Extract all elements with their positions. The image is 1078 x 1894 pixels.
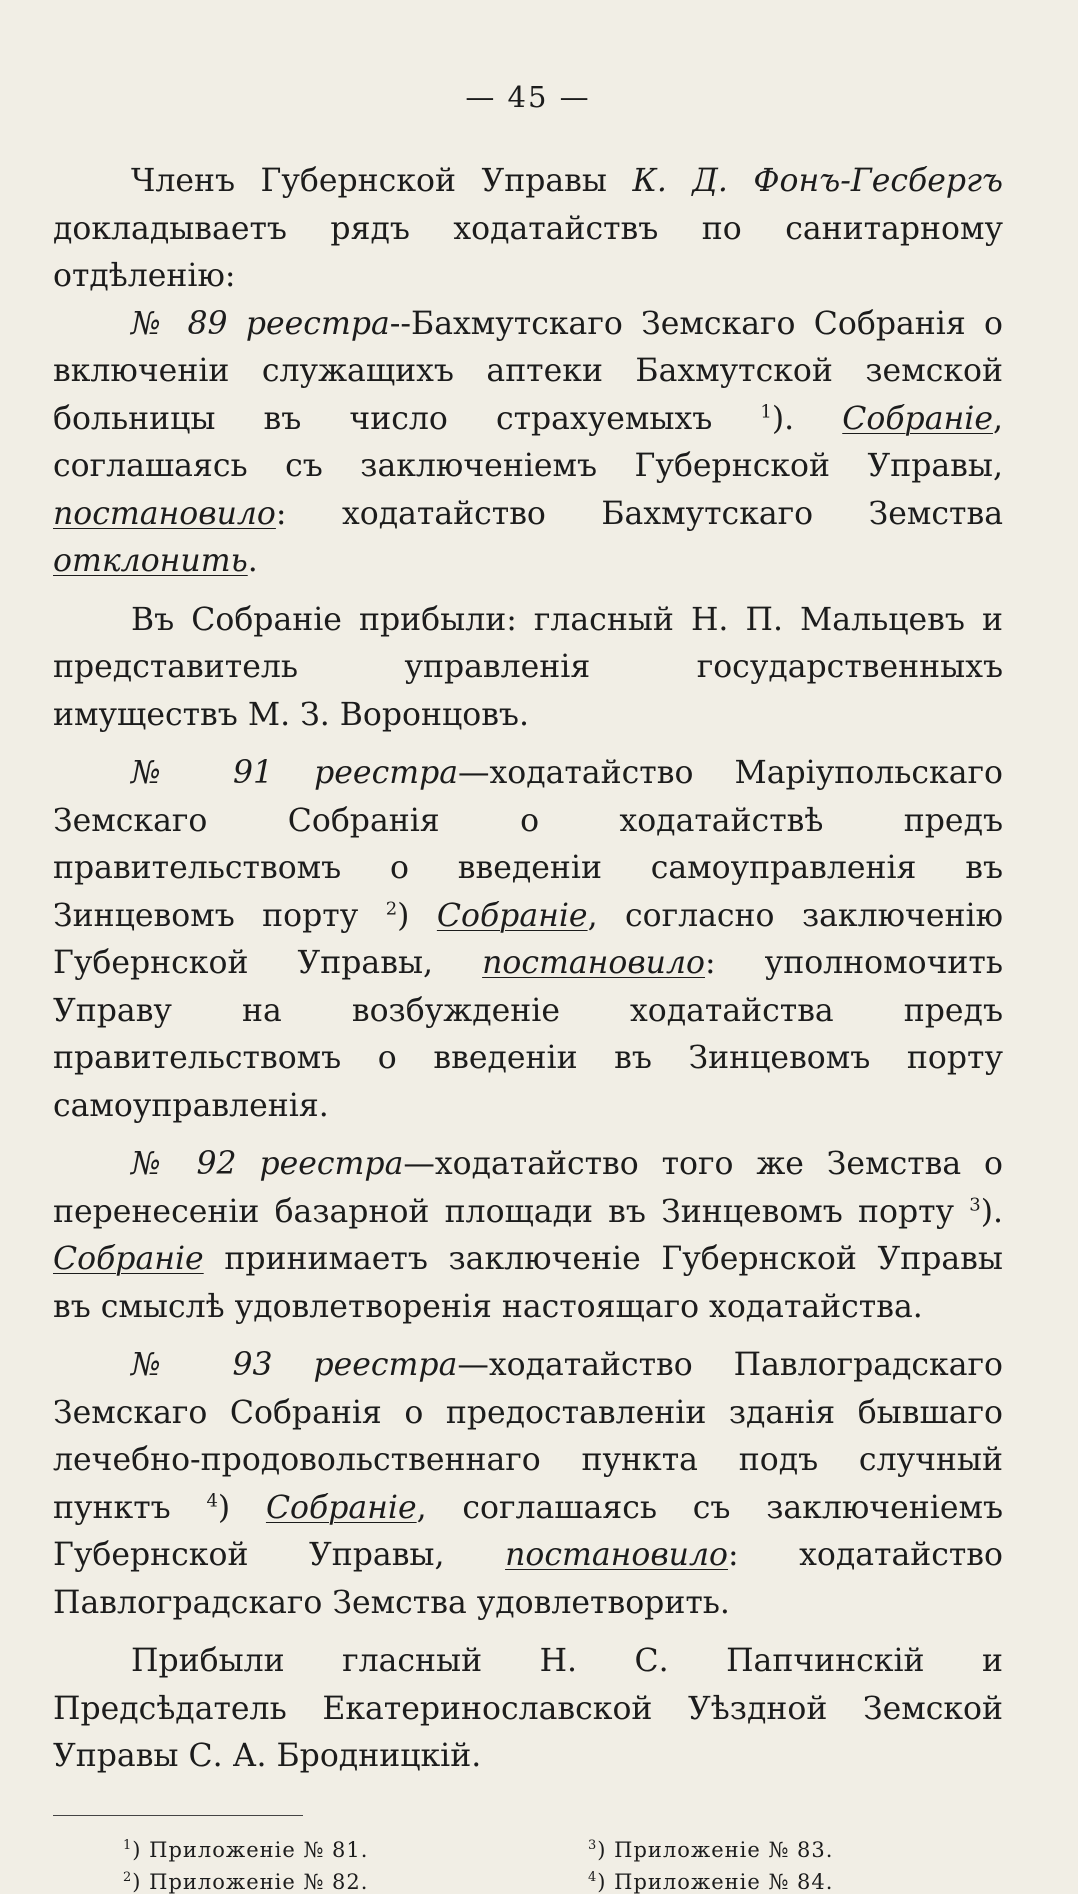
p2-text: --Бахмутскаго Земскаго Собранія о включеніи служащихъ аптеки Бахмутской земской больницы въ число страхуемыхъ	[53, 305, 1003, 437]
footnote-text: ) Приложеніе № 84.	[597, 1869, 834, 1894]
p3-text: Въ Собраніе прибыли: гласный Н. П. Мальцевъ и представитель управленія государственныхъ имуществъ М. З. Воронцовъ.	[53, 601, 1003, 733]
p1-rest: докладываетъ рядъ ходатайствъ по санитарному отдѣленію:	[53, 210, 1003, 294]
footnote-text: ) Приложеніе № 83.	[597, 1837, 834, 1862]
p5-footnote-ref: 3	[969, 1194, 981, 1215]
p4-text3: , согласно заключенію Губернской Управы,	[53, 897, 1003, 981]
paragraph-3	[53, 597, 1003, 740]
p1-intro: Членъ Губернской Управы	[131, 163, 633, 199]
footnotes	[53, 1838, 1003, 1894]
p5-sobranie: Собраніе	[53, 1241, 204, 1277]
footnote-2	[123, 1870, 588, 1894]
paragraph-1	[53, 158, 1003, 301]
p6-registry-number: № 93 реестра	[131, 1347, 458, 1383]
footnote-divider	[53, 1815, 303, 1816]
p6-sobranie: Собраніе	[265, 1489, 417, 1526]
p6-text: —ходатайство Павлоградскаго Земскаго Собранія о предоставленіи зданія бывшаго лечебно-продовольственнаго пункта подъ случный пунктъ	[53, 1347, 1003, 1526]
body-text	[53, 158, 1003, 1781]
footnote-1	[123, 1838, 588, 1862]
p1-speaker-name: К. Д. Фонъ-Гесбергъ	[632, 163, 1003, 199]
footnote-mark: 1	[123, 1837, 133, 1853]
p2-registry-number: № 89 реестра	[131, 305, 390, 342]
p2-postanovilo: постановило	[53, 495, 276, 532]
p2-text4: : ходатайство Бахмутскаго Земства	[275, 495, 1003, 532]
footnote-mark: 2	[123, 1869, 133, 1885]
p6-footnote-ref: 4	[206, 1490, 218, 1511]
paragraph-6	[53, 1342, 1003, 1627]
p6-text3: , соглашаясь съ заключеніемъ Губернской Управы,	[53, 1489, 1004, 1573]
p2-text5: .	[247, 543, 258, 579]
p5-registry-number: № 92 реестра	[131, 1146, 404, 1182]
p5-text3: принимаетъ заключеніе Губернской Управы въ смыслѣ удовлетворенія настоящаго ходатайства.	[53, 1241, 1003, 1325]
p4-postanovilo: постановило	[482, 945, 705, 981]
footnote-mark: 4	[588, 1869, 598, 1885]
footnote-3	[588, 1838, 988, 1862]
p5-text: —ходатайство того же Земства о перенесеніи базарной площади въ Зинцевомъ порту	[53, 1146, 1003, 1230]
p2-text3: , соглашаясь съ заключеніемъ Губернской Управы,	[53, 400, 1003, 484]
p2-decision: отклонить	[53, 543, 248, 579]
p2-footnote-ref: 1	[760, 401, 772, 422]
paragraph-2	[53, 301, 1003, 586]
p6-text4: : ходатайство Павлоградскаго Земства удовлетворить.	[53, 1537, 1003, 1621]
footnote-4	[588, 1870, 988, 1894]
p4-registry-number: № 91 реестра	[131, 755, 459, 791]
p4-text: —ходатайство Маріупольскаго Земскаго Собранія о ходатайствѣ предъ правительствомъ о введеніи самоуправленія въ Зинцевомъ порту	[53, 755, 1003, 934]
footnote-text: ) Приложеніе № 81.	[132, 1837, 369, 1862]
p2-sobranie: Собраніе	[842, 400, 993, 437]
p4-text4: : уполномочить Управу на возбужденіе ходатайства предъ правительствомъ о введеніи въ Зинцевомъ порту самоуправленія.	[53, 945, 1003, 1124]
p5-text2: ).	[980, 1193, 1003, 1230]
p4-sobranie: Собраніе	[436, 897, 588, 934]
p4-footnote-ref: 2	[385, 898, 398, 919]
p6-text2: )	[217, 1489, 266, 1526]
p2-text2: ).	[771, 400, 843, 437]
paragraph-5	[53, 1141, 1003, 1331]
paragraph-4	[53, 750, 1003, 1130]
footnote-text: ) Приложеніе № 82.	[132, 1869, 369, 1894]
page-number: — 45 —	[465, 80, 591, 114]
paragraph-7	[53, 1638, 1003, 1781]
p4-text2: )	[397, 897, 437, 934]
footnote-mark: 3	[588, 1837, 598, 1853]
p7-text: Прибыли гласный Н. С. Папчинскій и Предсѣдатель Екатеринославской Уѣздной Земской Управы С. А. Бродницкій.	[53, 1643, 1003, 1774]
p6-postanovilo: постановило	[505, 1537, 728, 1573]
